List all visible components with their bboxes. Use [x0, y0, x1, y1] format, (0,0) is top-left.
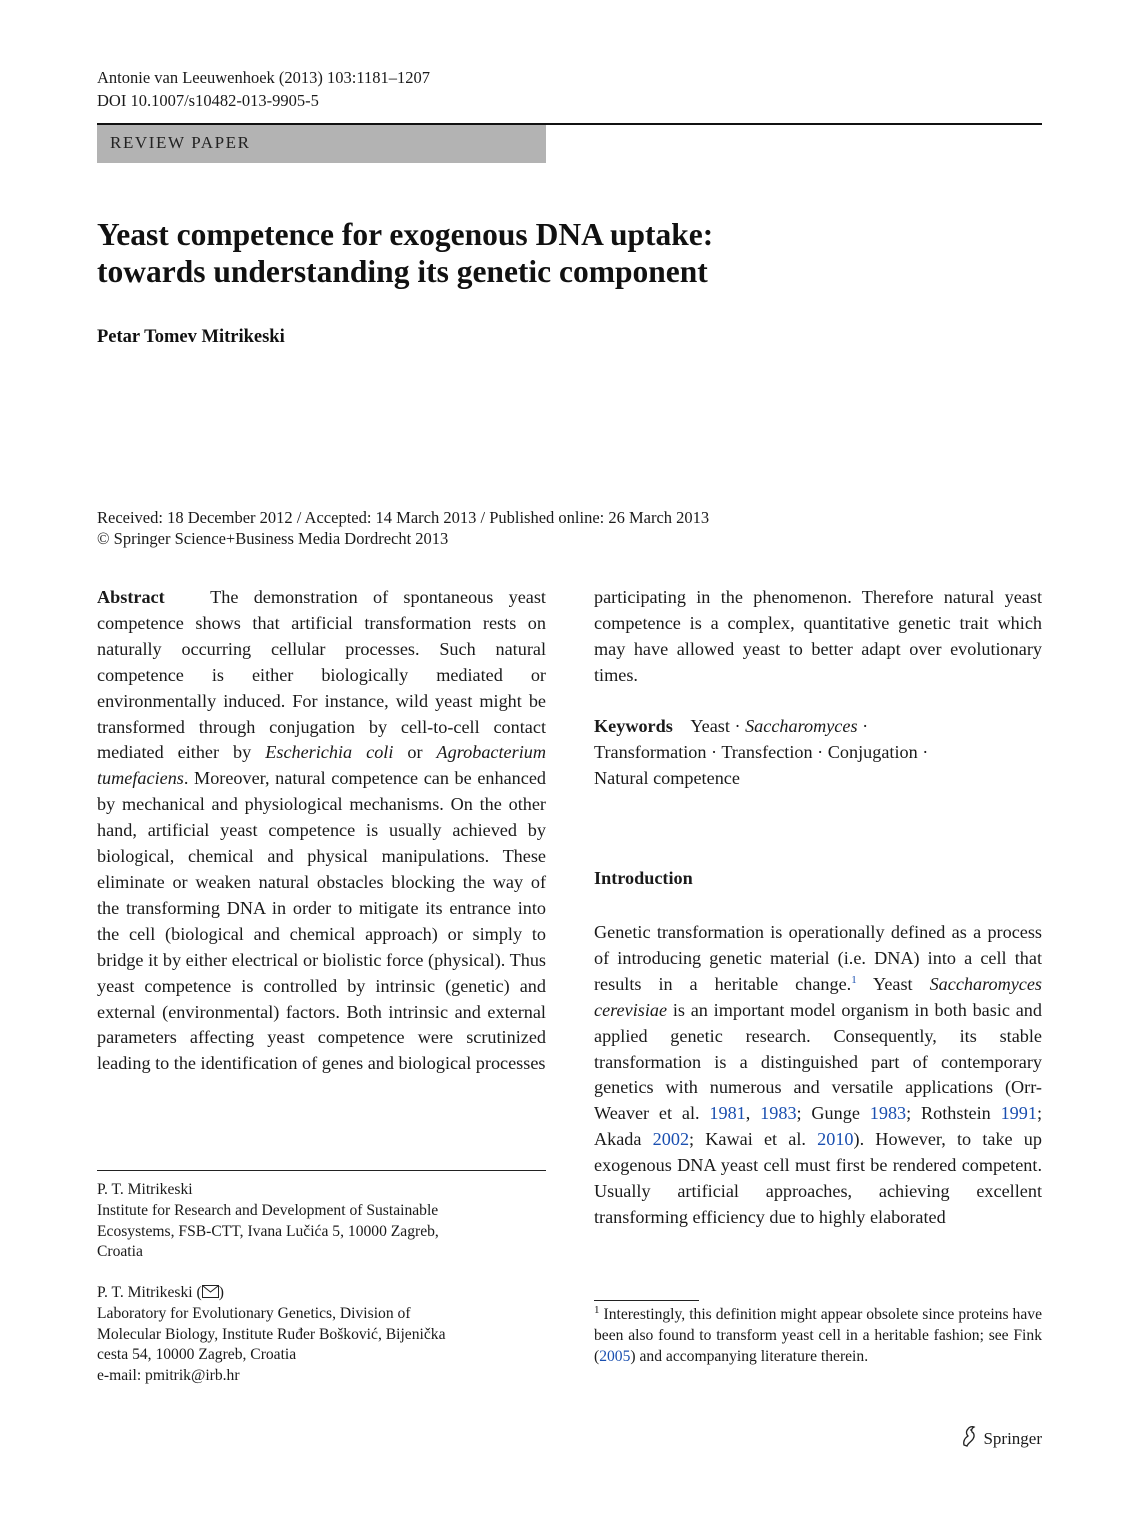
keyword-sep: ·	[817, 741, 824, 762]
keyword-1: Yeast	[690, 716, 730, 736]
footnote-rule	[594, 1300, 699, 1301]
keyword-4: Transfection	[721, 741, 813, 762]
abstract-label: Abstract	[97, 587, 165, 607]
affiliation-2-line-3: cesta 54, 10000 Zagreb, Croatia	[97, 1346, 297, 1364]
keywords	[594, 714, 1042, 792]
article-history	[97, 507, 709, 549]
abstract-species-2: Agrobacterium tumefaciens	[97, 742, 546, 789]
introduction-text	[594, 920, 1042, 1231]
abstract-part-2: . Moreover, natural competence can be enhanced by mechanical and physiological mechanisms. On the other hand, artificial yeast competence is usually achieved by biological, chemical and physical manipulations. These eliminate or weaken natural obstacles blocking the way of the transforming DNA in order to mitigate its entrance into the cell (biological and chemical approach) or simply to bridge it by either electrical or biolistic force (physical). Thus yeast competence is controlled by intrinsic (genetic) and external (environmental) factors. Both intrinsic and external parameters affecting yeast competence were scrutinized leading to the identification of genes and biological processes	[97, 768, 546, 1074]
keyword-sep: ·	[922, 741, 929, 762]
keyword-sep: ·	[862, 716, 869, 736]
introduction-heading: Introduction	[594, 868, 693, 888]
footnote-ref-1[interactable]: 1	[851, 973, 857, 986]
footnote-text-2: ) and accompanying literature therein.	[630, 1347, 869, 1365]
abstract-text	[97, 585, 546, 1077]
intro-text-4: ). However, to take up exogenous DNA yeast cell must first be rendered competent. Usually artificial approaches, achieving excellent transforming efficiency due to highly elaborated	[594, 1129, 1042, 1227]
journal-citation: Antonie van Leeuwenhoek (2013) 103:1181–1207	[97, 68, 430, 87]
citation-link-kawai-2010[interactable]: 2010	[817, 1129, 854, 1150]
affiliation-1-line-1: Institute for Research and Development of Sustainable	[97, 1201, 439, 1219]
article-title	[97, 216, 1042, 290]
citation-sep: ; Rothstein	[906, 1103, 1001, 1124]
footnote-1	[594, 1305, 1042, 1367]
envelope-icon	[202, 1285, 219, 1298]
keyword-6: Natural competence	[594, 767, 740, 788]
affiliation-1-line-3: Croatia	[97, 1243, 143, 1261]
citation-sep: ; Akada	[594, 1103, 1043, 1150]
publisher-logo	[959, 1425, 1042, 1452]
affiliation-2-name-line	[97, 1283, 546, 1304]
article-type-band	[97, 125, 546, 163]
affiliation-rule	[97, 1170, 546, 1171]
abstract-species-1: Escherichia coli	[265, 742, 394, 763]
keyword-sep: ·	[711, 741, 718, 762]
affiliation-2-name-end: )	[218, 1284, 224, 1301]
affiliation-2-line-1: Laboratory for Evolutionary Genetics, Division of	[97, 1304, 411, 1322]
citation-sep: ,	[745, 1103, 761, 1124]
abstract-continuation: participating in the phenomenon. Therefore natural yeast competence is a complex, quantitative genetic trait which may have allowed yeast to better adapt over evolutionary times.	[594, 587, 1042, 685]
intro-text-2: Yeast	[856, 973, 930, 994]
publisher-name: Springer	[983, 1428, 1042, 1448]
citation-link-akada-2002[interactable]: 2002	[652, 1129, 690, 1150]
article-type-label: REVIEW PAPER	[110, 133, 251, 152]
title-line-2: towards understanding its genetic component	[97, 254, 708, 289]
abstract-or: or	[393, 742, 437, 763]
keyword-5: Conjugation	[827, 741, 918, 762]
title-line-1: Yeast competence for exogenous DNA uptake:	[97, 217, 714, 252]
affiliation-1-name: P. T. Mitrikeski	[97, 1181, 193, 1198]
affiliation-2-email[interactable]: e-mail: pmitrik@irb.hr	[97, 1367, 240, 1385]
affiliation-1	[97, 1180, 546, 1263]
citation-link-gunge-1983[interactable]: 1983	[869, 1103, 907, 1124]
intro-text-3: is an important model organism in both basic and applied genetic research. Consequently, its stable transformation is a distinguished part of contemporary genetics with numerous and versatile applications (Orr-Weaver et al.	[594, 999, 1042, 1124]
keyword-sep: ·	[734, 716, 741, 736]
keyword-3: Transformation	[594, 741, 707, 762]
keyword-2: Saccharomyces	[745, 716, 858, 736]
journal-doi: DOI 10.1007/s10482-013-9905-5	[97, 91, 319, 110]
affiliation-2-line-2: Molecular Biology, Institute Ruđer Bošković, Bijenička	[97, 1325, 446, 1343]
author-name: Petar Tomev Mitrikeski	[97, 327, 285, 347]
citation-sep: ; Kawai et al.	[689, 1129, 818, 1150]
springer-horse-icon	[959, 1425, 979, 1452]
intro-species: Saccharomyces cerevisiae	[594, 973, 1043, 1020]
citation-sep: ; Gunge	[796, 1103, 870, 1124]
abstract-part-1: The demonstration of spontaneous yeast competence shows that artificial transformation rests on naturally occurring cellular processes. Such natural competence is either biologically mediated or environmentally induced. For instance, wild yeast might be transformed through conjugation by cell-to-cell contact mediated either by	[97, 587, 546, 763]
citation-link-orr-weaver-1981[interactable]: 1981	[709, 1103, 746, 1124]
citation-link-rothstein-1991[interactable]: 1991	[1000, 1103, 1037, 1124]
intro-text-1: Genetic transformation is operationally defined as a process of introducing genetic material (i.e. DNA) into a cell that results in a heritable change.	[594, 922, 1042, 994]
footnote-text-1: Interestingly, this definition might appear obsolete since proteins have been also found to transform yeast cell in a heritable fashion; see Fink (	[594, 1306, 1042, 1365]
history-dates: Received: 18 December 2012 / Accepted: 14 March 2013 / Published online: 26 March 2013	[97, 508, 710, 527]
footnote-mark: 1	[594, 1303, 600, 1316]
copyright-line: © Springer Science+Business Media Dordrecht 2013	[97, 529, 449, 548]
citation-link-orr-weaver-1983[interactable]: 1983	[760, 1103, 797, 1124]
keywords-label: Keywords	[594, 716, 673, 736]
affiliation-1-line-2: Ecosystems, FSB-CTT, Ivana Lučića 5, 10000 Zagreb,	[97, 1222, 439, 1240]
affiliation-2	[97, 1283, 546, 1387]
affiliation-2-name: P. T. Mitrikeski (	[97, 1284, 202, 1301]
citation-link-fink-2005[interactable]: 2005	[599, 1347, 631, 1365]
